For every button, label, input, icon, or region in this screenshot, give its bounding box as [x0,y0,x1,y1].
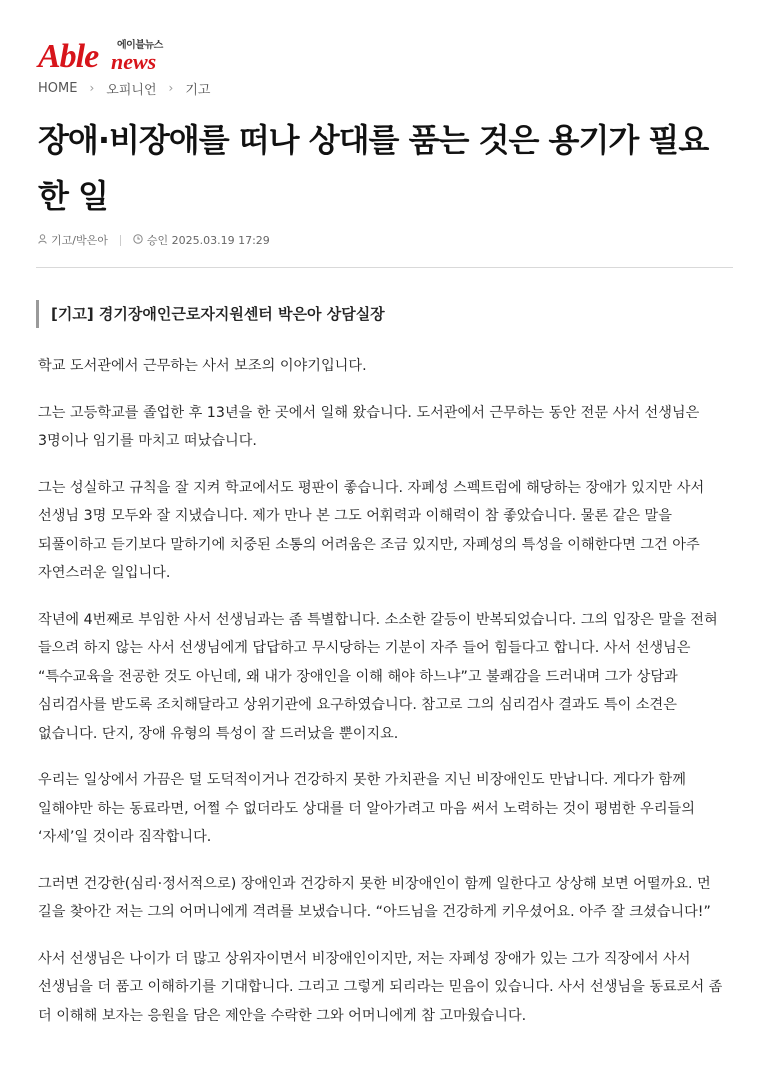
breadcrumb-home[interactable]: HOME [38,80,78,96]
chevron-right-icon: › [168,81,174,95]
article-title: 장애·비장애를 떠나 상대를 품는 것은 용기가 필요한 일 [38,121,709,215]
article-paragraph: 그는 성실하고 규칙을 잘 지켜 학교에서도 평판이 좋습니다. 자폐성 스펙트럼에 해당하는 장애가 있지만 사서 선생님 3명 모두와 잘 지냈습니다. 제가 만나 본 그도 어휘력과 이해력이 참 좋았습니다. 물론 같은 말을 되풀이하고 듣기보다 말하기에 치중된 소통의 어려움은 조금 있지만, 자폐성의 특성을 이해한다면 그건 아주 자연스러운 일입니다. [38,479,705,581]
meta-divider [120,235,121,246]
article-approved-date: 승인 2025.03.19 17:29 [146,234,270,247]
article-meta [38,233,270,247]
breadcrumb [38,80,210,96]
logo-able: Able [38,38,99,75]
article-body [38,352,734,1048]
article-author[interactable]: 기고/박은아 [51,234,108,247]
article-subheading: [기고] 경기장애인근로자지원센터 박은아 상담실장 [36,300,385,328]
header-divider [36,267,733,268]
breadcrumb-opinion[interactable]: 오피니언 [106,82,157,98]
site-logo[interactable] [38,40,178,74]
article-paragraph: 사서 선생님은 나이가 더 많고 상위자이면서 비장애인이지만, 저는 자폐성 장애가 있는 그가 직장에서 사서 선생님을 더 품고 이해하기를 기대합니다. 그리고 그렇게 되리라는 믿음이 있습니다. 사서 선생님을 동료로서 좀 더 이해해 보자는 응원을 담은 제안을 수락한 그와 어머니에게 참 고마웠습니다. [38,950,723,1024]
chevron-right-icon: › [89,81,95,95]
clock-icon [133,234,143,247]
person-icon [38,234,47,247]
article-paragraph: 그러면 건강한(심리·정서적으로) 장애인과 건강하지 못한 비장애인이 함께 일한다고 상상해 보면 어떨까요. 먼 길을 찾아간 저는 그의 어머니에게 격려를 보냈습니다. “아드님을 건강하게 키우셨어요. 아주 잘 크셨습니다!” [38,875,711,920]
article-paragraph: 우리는 일상에서 가끔은 덜 도덕적이거나 건강하지 못한 가치관을 지닌 비장애인도 만납니다. 게다가 함께 일해야만 하는 동료라면, 어쩔 수 없더라도 상대를 더 알아가려고 마음 써서 노력하는 것이 평범한 우리들의 ‘자세’일 것이라 짐작합니다. [38,772,695,845]
logo-news: news [111,49,157,74]
article-paragraph: 학교 도서관에서 근무하는 사서 보조의 이야기입니다. [38,358,367,374]
logo-korean: 에이블뉴스 [117,40,163,51]
article-paragraph: 작년에 4번째로 부임한 사서 선생님과는 좀 특별합니다. 소소한 갈등이 반복되었습니다. 그의 입장은 말을 전혀 들으려 하지 않는 사서 선생님에게 답답하고 무시당하는 기분이 자주 들어 힘들다고 합니다. 사서 선생님은 “특수교육을 전공한 것도 아닌데, 왜 내가 장애인을 이해 해야 하느냐”고 불쾌감을 드러내며 그가 상담과 심리검사를 받도록 조치해달라고 상위기관에 요구하였습니다. 참고로 그의 심리검사 결과도 특이 소견은 없습니다. 단지, 장애 유형의 특성이 잘 드러났을 뿐이지요. [38,611,718,742]
breadcrumb-contribution[interactable]: 기고 [185,82,211,98]
article-paragraph: 그는 고등학교를 졸업한 후 13년을 한 곳에서 일해 왔습니다. 도서관에서 근무하는 동안 전문 사서 선생님은 3명이나 임기를 마치고 떠났습니다. [38,404,700,449]
